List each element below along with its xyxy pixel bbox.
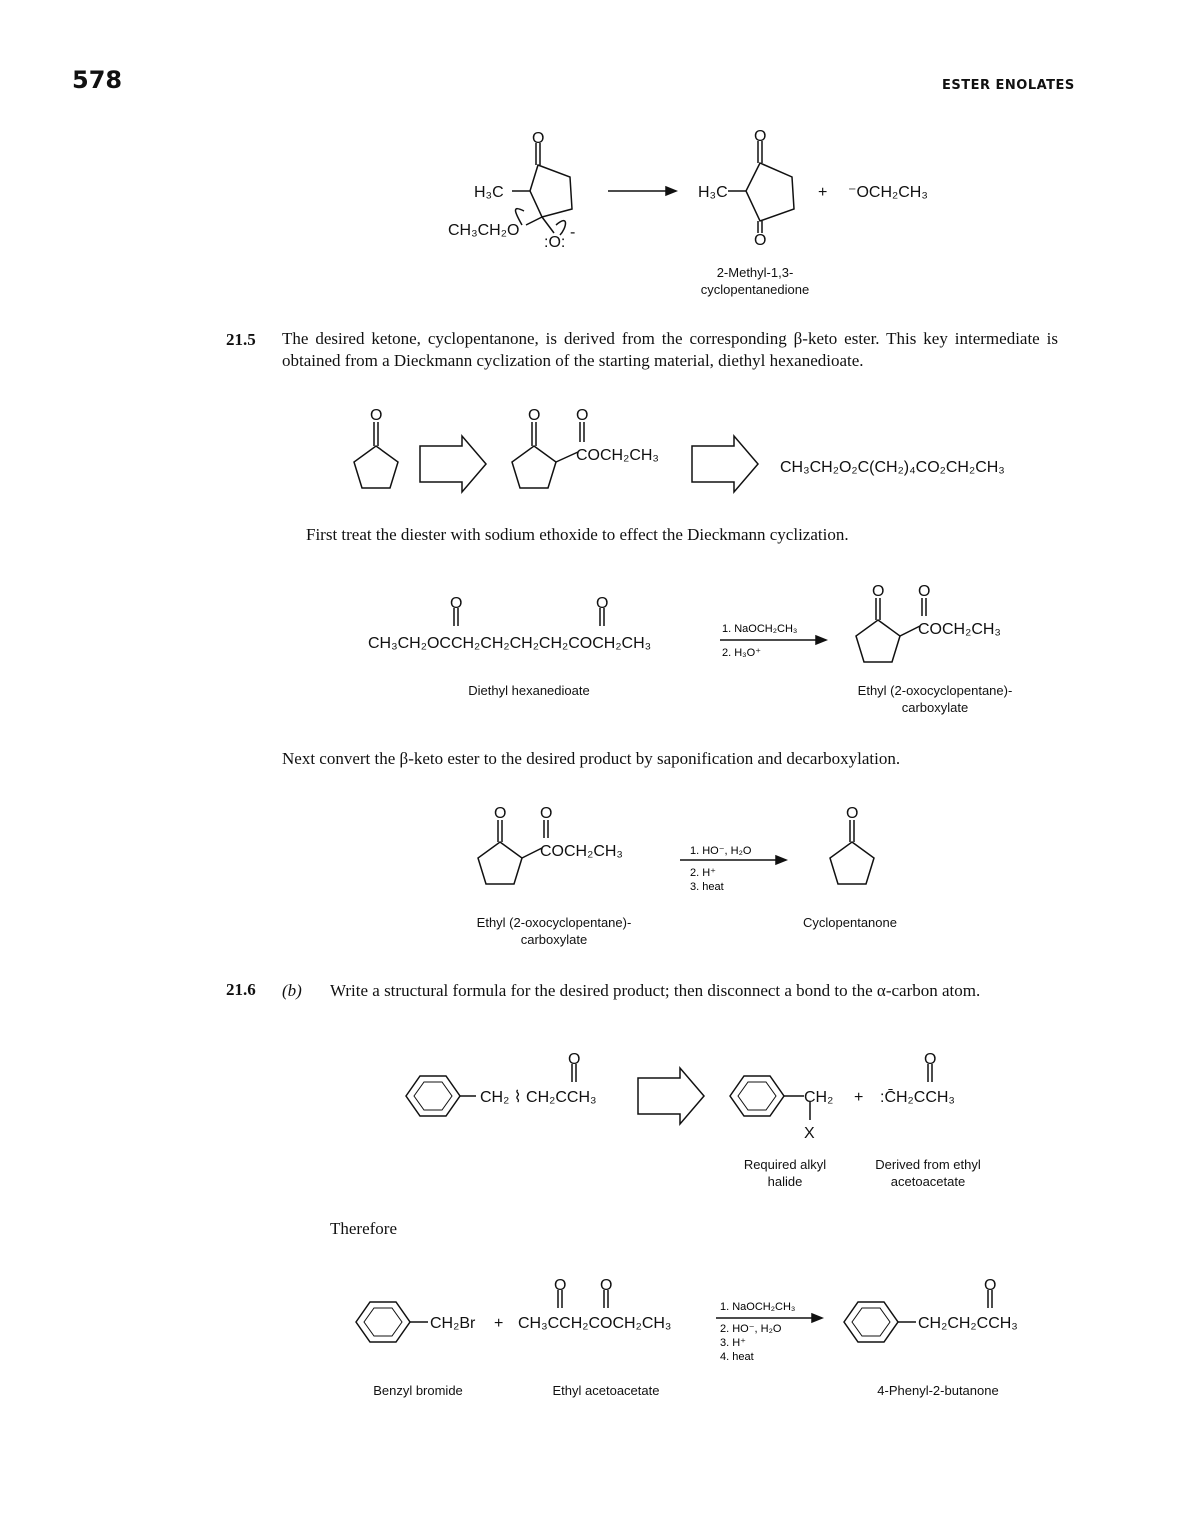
running-head: ESTER ENOLATES	[942, 78, 1075, 93]
caption-ethyl-acetoacetate: Ethyl acetoacetate	[552, 1383, 660, 1398]
right-bottom-o: O	[754, 232, 767, 249]
problem-number-21-5: 21.5	[226, 330, 256, 349]
svg-text:O: O	[576, 407, 589, 424]
problem-number-21-6: 21.6	[226, 980, 256, 999]
svg-text:O: O	[450, 595, 463, 612]
caption-diethyl-hexanedioate: Diethyl hexanedioate	[468, 683, 590, 698]
target-chain: CH₂ ⌇ CH₂CCH₃	[480, 1089, 597, 1106]
cond3-line4: 4. heat	[720, 1351, 754, 1363]
cond3-line2: 2. HO⁻, H₂O	[720, 1323, 782, 1335]
paragraph-21-6: Write a structural formula for the desired product; then disconnect a bond to the α-carbon atom.	[330, 981, 981, 1000]
decarboxylation-scheme	[466, 800, 906, 890]
step1-text: First treat the diester with sodium ethoxide to effect the Dieckmann cyclization.	[306, 525, 849, 544]
therefore-text: Therefore	[330, 1219, 398, 1238]
scheme-1-mechanism	[430, 125, 970, 265]
product-chain: CH₂CH₂CCH₃	[918, 1315, 1018, 1332]
step2-text: Next convert the β-keto ester to the desired product by saponification and decarboxylation.	[282, 749, 901, 768]
product1-ester: COCH₂CH₃	[918, 621, 1001, 638]
anion-group: :C̄H₂CCH₃	[880, 1089, 955, 1106]
left-methyl: H₃C	[474, 184, 504, 201]
synthesis-scheme	[350, 1270, 1050, 1370]
svg-text:O: O	[872, 583, 885, 600]
start2-ester: COCH₂CH₃	[540, 843, 623, 860]
caption-cyclopentanone: Cyclopentanone	[803, 915, 897, 930]
caption-benzyl-bromide: Benzyl bromide	[373, 1383, 463, 1398]
part-label-b: (b)	[282, 981, 302, 1000]
svg-text:O: O	[600, 1277, 613, 1294]
svg-text:O: O	[984, 1277, 997, 1294]
cond2-line2: 2. H⁺	[690, 867, 716, 879]
left-ethoxy: CH₃CH₂O	[448, 222, 520, 239]
svg-text:O: O	[370, 407, 383, 424]
svg-text:O: O	[918, 583, 931, 600]
halide-x: X	[804, 1125, 815, 1142]
dieckmann-scheme	[364, 580, 1064, 670]
right-methyl: H₃C	[698, 184, 728, 201]
caption-ketoester-2: Ethyl (2-oxocyclopentane)-carboxylate	[476, 915, 632, 947]
svg-text:O: O	[568, 1051, 581, 1068]
caption-ketoester-1: Ethyl (2-oxocyclopentane)-carboxylate	[857, 683, 1013, 715]
cond2-line3: 3. heat	[690, 881, 724, 890]
acetoacetate-formula: CH₃CCH₂COCH₂CH₃	[518, 1315, 672, 1332]
retro-ester-group: COCH₂CH₃	[576, 447, 659, 464]
plus-sign: +	[818, 184, 828, 201]
retrosynthesis-21-5	[340, 400, 1060, 510]
left-ring	[530, 165, 572, 217]
svg-text:O: O	[528, 407, 541, 424]
left-oxide: :O:	[544, 234, 566, 251]
svg-text:O: O	[596, 595, 609, 612]
caption-phenylbutanone: 4-Phenyl-2-butanone	[877, 1383, 999, 1398]
diester-formula: CH₃CH₂OCCH₂CH₂CH₂CH₂COCH₂CH₃	[368, 635, 652, 652]
plus-sign-3: +	[494, 1315, 504, 1332]
svg-text:O: O	[924, 1051, 937, 1068]
disconnection-scheme	[400, 1044, 1000, 1144]
svg-text:O: O	[554, 1277, 567, 1294]
retro-diester: CH₃CH₂O₂C(CH₂)₄CO₂CH₂CH₃	[780, 459, 1005, 476]
right-top-o: O	[754, 128, 767, 145]
halide-group: CH₂	[804, 1089, 834, 1106]
page-number: 578	[72, 66, 123, 94]
cond1-line2: 2. H₃O⁺	[722, 647, 762, 659]
svg-text:O: O	[846, 805, 859, 822]
svg-text:O: O	[540, 805, 553, 822]
cond1-line1: 1. NaOCH₂CH₃	[722, 623, 798, 635]
caption-required-halide: Required alkyl halide	[743, 1157, 827, 1189]
ethoxide-ion: ⁻OCH₂CH₃	[848, 184, 928, 201]
left-oxide-charge: -	[570, 224, 576, 241]
paragraph-21-5: The desired ketone, cyclopentanone, is derived from the corresponding β-keto ester. This key intermediate is obtained from a Dieckmann cyclization of the starting material, diethyl hexanedioate.	[282, 329, 1058, 370]
caption-methylcyclopentanedione: 2-Methyl-1,3-cyclopentanedione	[700, 265, 810, 297]
left-carbonyl-o: O	[532, 130, 545, 147]
caption-derived-acetoacetate: Derived from ethyl acetoacetate	[875, 1157, 981, 1189]
cond3-line3: 3. H⁺	[720, 1337, 746, 1349]
plus-sign-2: +	[854, 1089, 864, 1106]
benzyl-group: CH₂Br	[430, 1315, 476, 1332]
svg-text:O: O	[494, 805, 507, 822]
cond3-line1: 1. NaOCH₂CH₃	[720, 1301, 796, 1313]
cond2-line1: 1. HO⁻, H₂O	[690, 845, 752, 857]
